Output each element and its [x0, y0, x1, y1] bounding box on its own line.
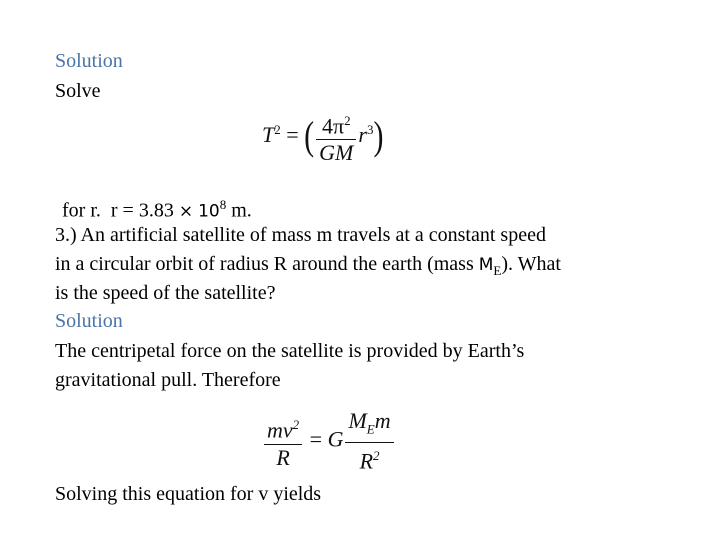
eq2-rnum-sub: E: [366, 421, 375, 437]
eq2-left-fraction: [264, 412, 302, 470]
eq1-close-paren: ): [373, 114, 384, 159]
eq2-rnum-m: m: [374, 408, 391, 433]
eq2-lnum-exp: 2: [292, 417, 300, 433]
eq1-num-text: 4π: [321, 113, 345, 139]
centripetal-line-2: gravitational pull. Therefore: [55, 369, 281, 391]
solution-heading-2: Solution: [55, 310, 123, 332]
question-3-line-3: is the speed of the satellite?: [55, 282, 276, 304]
eq2-lnum-text: mv: [267, 417, 293, 443]
eq2-left-numerator: [264, 412, 302, 443]
q3-line2-a: in a circular orbit of radius R around the earth (mass: [55, 253, 474, 275]
solve-line: Solve: [55, 80, 101, 102]
eq2-right-denominator: [345, 443, 393, 474]
eq1-numerator: [316, 108, 356, 139]
eq1-open-paren: (: [304, 114, 315, 159]
centripetal-line-1: The centripetal force on the satellite is provided by Earth’s: [55, 340, 525, 362]
solution-heading-1: Solution: [55, 50, 123, 72]
last-line: Solving this equation for v yields: [55, 483, 322, 505]
eq1-r: r: [358, 122, 367, 148]
eq2-right-numerator: [345, 408, 393, 442]
ten-base: 10: [198, 201, 220, 222]
eq1-fraction: [316, 108, 356, 166]
eq1-denominator: GM: [319, 140, 354, 166]
q3-line2-b: ). What: [501, 253, 561, 275]
eq1-r-exp: 3: [366, 121, 374, 137]
eq2-rden-text: R: [359, 448, 374, 474]
question-3-line-1: 3.) An artificial satellite of mass m travels at a constant speed: [55, 224, 546, 246]
eq1-lhs: T: [262, 122, 275, 148]
eq2-equals: =: [309, 426, 323, 452]
r-equals-text: r = 3.83: [110, 199, 174, 222]
kepler-equation: [262, 108, 383, 166]
eq1-equals: =: [286, 122, 299, 148]
for-r-text: for r.: [62, 199, 101, 222]
eq1-num-exp: 2: [344, 113, 351, 128]
unit-m: m.: [231, 199, 252, 222]
eq2-rden-exp: 2: [373, 448, 380, 464]
exponent-8: 8: [219, 197, 227, 212]
gravity-equation: [262, 408, 396, 475]
question-3-line-2: [55, 252, 561, 283]
eq2-right-fraction: [345, 408, 393, 475]
eq2-G: G: [327, 426, 344, 452]
eq2-rnum-M: M: [348, 408, 367, 433]
times-symbol: ×: [178, 201, 194, 222]
mass-earth-sub: E: [493, 263, 502, 278]
eq2-left-denominator: R: [276, 444, 290, 470]
mass-earth-M: M: [478, 255, 494, 275]
r-value-line: [62, 193, 252, 224]
eq1-lhs-exp: 2: [274, 121, 281, 137]
